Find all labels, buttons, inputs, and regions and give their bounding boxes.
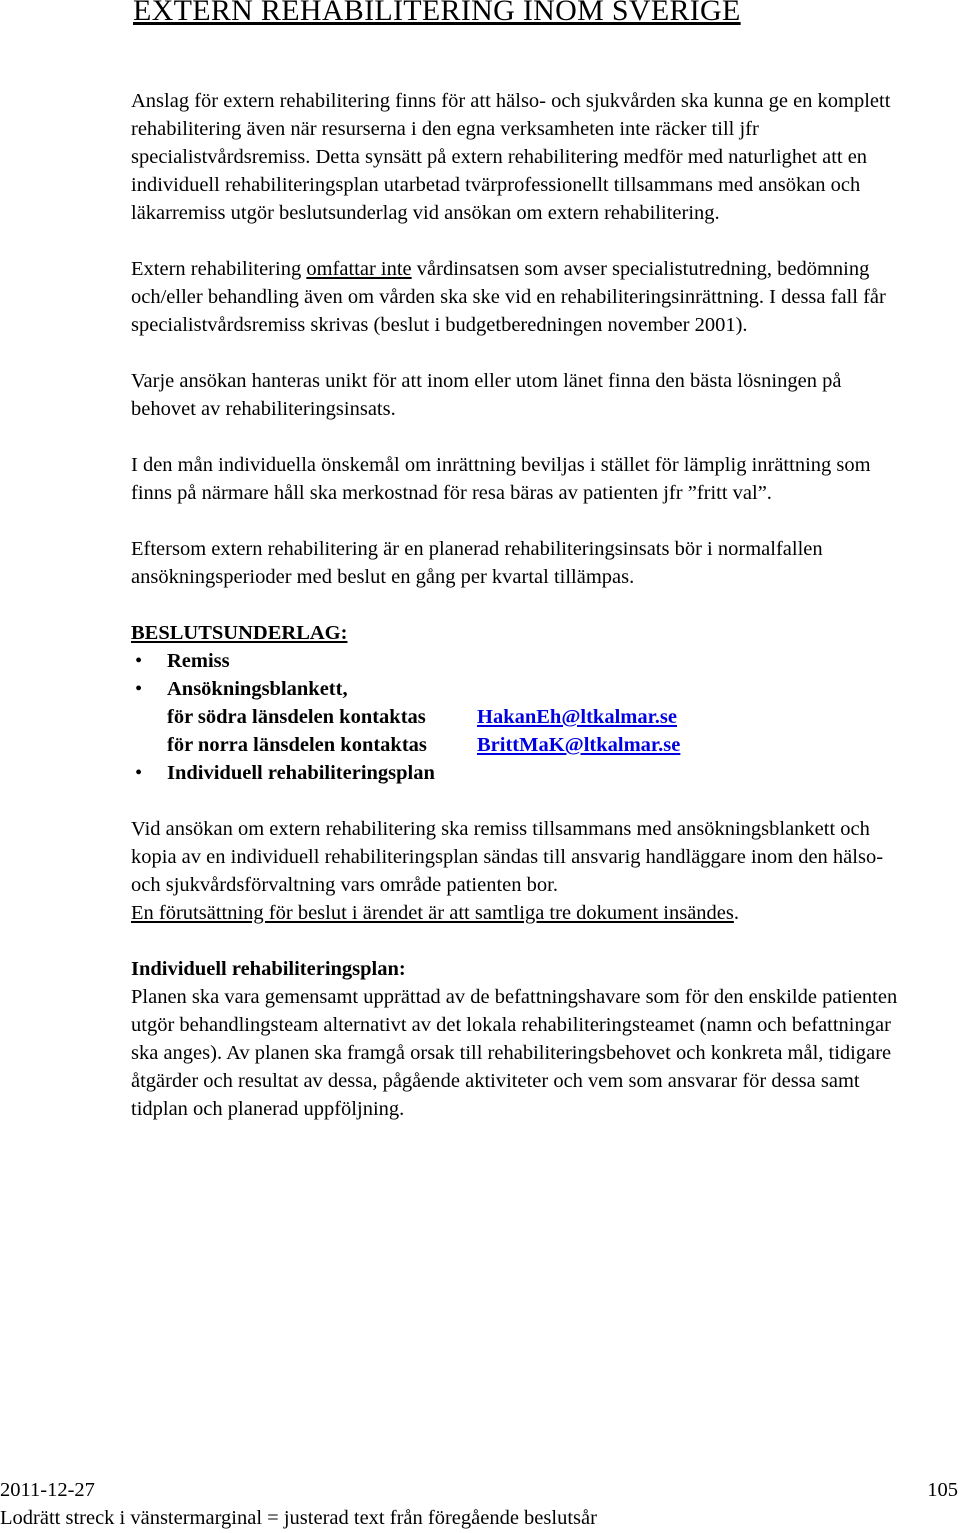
bullet-icon: • [135,762,143,784]
south-email-link[interactable]: HakanEh@ltkalmar.se [477,706,678,728]
page-title: EXTERN REHABILITERING INOM SVERIGE [133,0,741,27]
condition-end: . [733,902,740,924]
condition-text: En förutsättning för beslut i ärendet är att samtliga tre dokument insändes [131,902,734,924]
north-contact [167,731,911,759]
list-item-rehabiliteringsplan [131,759,911,787]
beslutsunderlag-heading: BESLUTSUNDERLAG: [131,622,348,644]
requirements-list [131,647,911,787]
bullet-icon: • [135,678,143,700]
scope-text-start: Extern rehabilitering [131,258,307,280]
south-contact [167,703,911,731]
free-choice-paragraph: I den mån individuella önskemål om inrättning beviljas i stället för lämplig inrättning som finns på närmare håll ska merkostnad för resa bäras av patienten jfr ”fritt val”. [131,454,871,504]
list-item-ansokningsblankett [131,675,911,759]
list-item-label: Remiss [167,650,230,672]
list-item-label: Ansökningsblankett, [167,678,348,700]
footer-date: 2011-12-27 [0,1479,95,1501]
north-contact-label: för norra länsdelen kontaktas [167,734,427,756]
list-item-label: Individuell rehabiliteringsplan [167,762,435,784]
list-item-remiss [131,647,911,675]
scope-text-end: vårdinsatsen som avser specialistutredning, bedömning och/eller behandling även om vården ska ske vid en rehabiliteringsinrättning. I dessa fall får specialistvårdsremiss skrivas (beslut i budgetberedningen november 2001). [131,258,886,336]
plan-paragraph: Planen ska vara gemensamt upprättad av de befattningshavare som för den enskilde patienten utgör behandlingsteam alternativt av det lokala rehabiliteringsteamet (namn och befattningar ska anges). Av planen ska framgå orsak till rehabiliteringsbehovet och konkreta mål, tidigare åtgärder och resultat av dessa, pågående aktiviteter och vem som ansvarar för dessa samt tidplan och planerad uppföljning. [131,986,898,1120]
south-contact-label: för södra länsdelen kontaktas [167,706,426,728]
unique-handling-paragraph: Varje ansökan hanteras unikt för att inom eller utom länet finna den bästa lösningen på behovet av rehabiliteringsinsats. [131,370,842,420]
condition-paragraph [131,899,911,927]
footer-note: Lodrätt streck i vänstermarginal = justerad text från föregående beslutsår [0,1507,597,1529]
scope-paragraph [131,255,911,339]
page-number: 105 [927,1479,958,1501]
application-paragraph: Vid ansökan om extern rehabilitering ska remiss tillsammans med ansökningsblankett och kopia av en individuell rehabiliteringsplan sändas till ansvarig handläggare inom den hälso- och sjukvårdsförvaltning vars område patienten bor. [131,818,884,896]
scope-emphasis: omfattar inte [306,258,412,280]
plan-heading: Individuell rehabiliteringsplan: [131,958,406,980]
quarterly-paragraph: Eftersom extern rehabilitering är en planerad rehabiliteringsinsats bör i normalfallen ansökningsperioder med beslut en gång per kvartal tillämpas. [131,538,823,588]
intro-paragraph: Anslag för extern rehabilitering finns för att hälso- och sjukvården ska kunna ge en komplett rehabilitering även när resurserna i den egna verksamheten inte räcker till jfr specialistvårdsremiss. Detta synsätt på extern rehabilitering medför med naturlighet att en individuell rehabiliteringsplan utarbetad tvärprofessionellt tillsammans med ansökan och läkarremiss utgör beslutsunderlag vid ansökan om extern rehabilitering. [131,90,891,224]
document-body [131,87,911,1123]
bullet-icon: • [135,650,143,672]
north-email-link[interactable]: BrittMaK@ltkalmar.se [477,734,681,756]
